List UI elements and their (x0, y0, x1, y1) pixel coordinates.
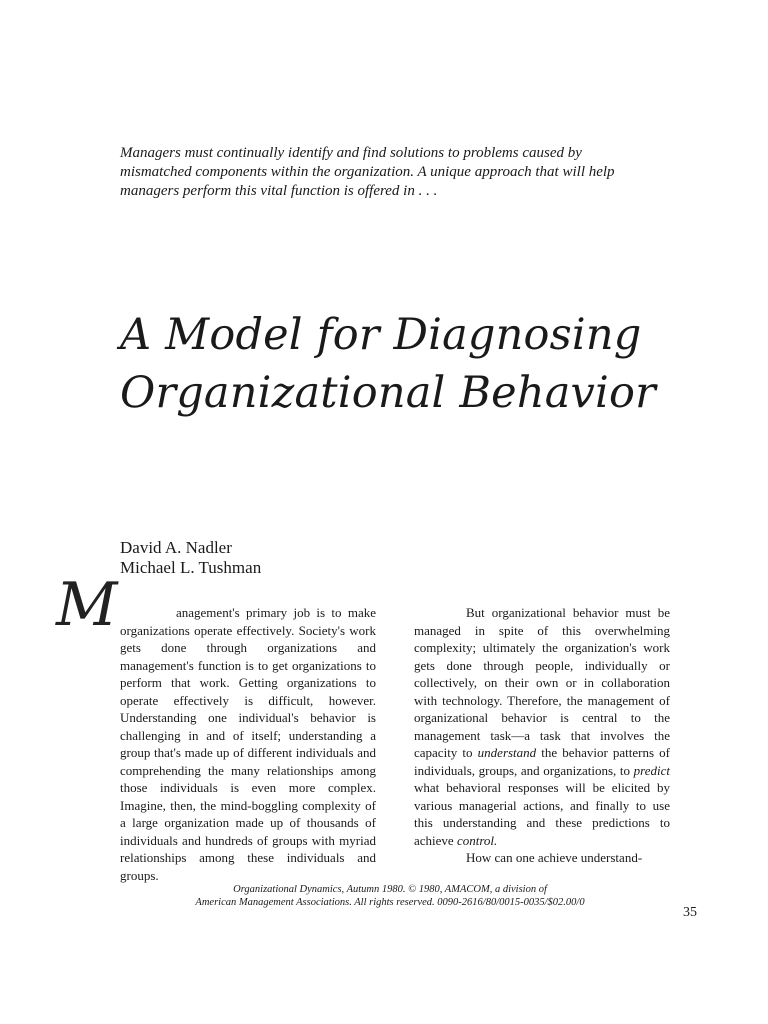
author-name: David A. Nadler (120, 538, 232, 557)
intro-text: Managers must continually identify and find solutions to problems caused by mismatched components within the organization. A unique approach that will help managers perform this vital function is offered in . . . (120, 145, 615, 199)
body-left-column (120, 604, 376, 884)
emphasis-predict: predict (633, 762, 670, 778)
right-column-paragraph-1: But organizational behavior must be managed in spite of this overwhelming complexity; ultimately the organization's work gets done through people, individually or collectively, on their own or in collaboration with technology. Therefore, the management of organizational behavior is central to the management task—a task that involves the capacity to understand the behavior patterns of individuals, groups, and organizations, to predict what behavioral responses will be elicited by various managerial actions, and finally to use this understanding and these predictions to achieve control. (414, 605, 671, 848)
footer-line-1: Organizational Dynamics, Autumn 1980. © 1980, AMACOM, a division of (233, 884, 547, 895)
title-line-2: Organizational Behavior (120, 368, 656, 418)
article-title (120, 306, 680, 422)
page-number: 35 (683, 905, 697, 920)
drop-cap-letter: M (56, 570, 118, 640)
author-name: Michael L. Tushman (120, 558, 262, 577)
footer-line-2: American Management Associations. All rights reserved. 0090-2616/80/0015-0035/$02.00/0 (195, 897, 585, 908)
body-right-column (414, 604, 670, 867)
title-line-1: A Model for Diagnosing (120, 310, 642, 360)
left-column-text: anagement's primary job is to make organizations operate effectively. Society's work gets done through organizations and management's function is to get organizations to perform that work. Getting organizations to operate effectively is difficult, however. Understanding one individual's behavior is challenging in and of itself; understanding a group that's made up of different individuals and comprehending the many relationships among those individuals is even more complex. Imagine, then, the mind-boggling complexity of a large organization made up of thousands of individuals and hundreds of groups with myriad relationships among these individuals and groups. (120, 605, 376, 883)
citation-footer (120, 883, 660, 909)
emphasis-understand: understand (477, 745, 537, 760)
author-list (120, 538, 261, 578)
right-column-paragraph-2: How can one achieve understand- (466, 850, 643, 865)
emphasis-control: control. (456, 832, 498, 848)
